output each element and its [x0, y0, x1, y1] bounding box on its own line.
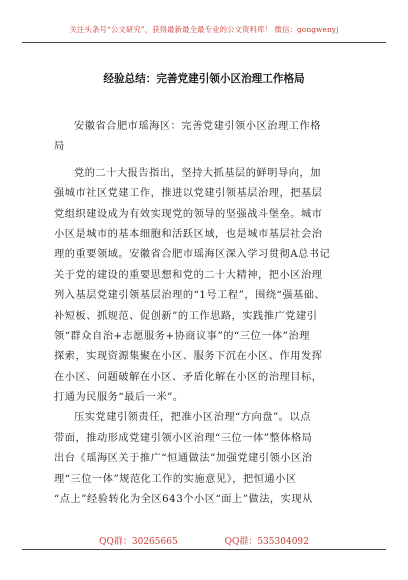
body-line: 强城市社区党建工作，推进以党建引领基层治理，把基层 [54, 188, 323, 200]
body-line: 打通为民服务“最后一米”。 [54, 392, 184, 404]
body-line: 列入基层党建引领基层治理的“1号工程”，围绕“强基础、 [54, 290, 326, 302]
header-note: 关注头条号“公文研究”，获得最新最全最专业的公文资料库！ 微信：gongwenyj [69, 25, 339, 34]
document-body [54, 117, 358, 510]
footer-qq-group-2: QQ群：535304092 [224, 537, 309, 547]
body-line: 带面，推动形成党建引领小区治理“三位一体”整体格局 [54, 432, 313, 444]
header-divider [22, 42, 386, 43]
footer-divider [22, 549, 386, 550]
body-line: 出台《瑶海区关于推广“恒通做法”加强党建引领小区治 [54, 453, 313, 465]
body-line: 安徽省合肥市瑶海区：完善党建引领小区治理工作格 [74, 121, 321, 132]
body-line: 补短板、抓规范、促创新”的工作思路，实践推广党建引 [54, 310, 318, 322]
body-line: 局 [54, 141, 65, 153]
body-line: 党组织建设成为有效实现党的领导的坚强战斗堡垒。城市 [54, 208, 323, 220]
body-line: 关于党的建设的重要思想和党的二十大精神，把小区治理 [54, 269, 323, 281]
body-line: 小区是城市的基本细胞和活跃区域，也是城市基层社会治 [54, 228, 323, 240]
document-title: 经验总结：完善党建引领小区治理工作格局 [103, 73, 305, 85]
body-line: 压实党建引领责任，把准小区治理“方向盘”。以点 [74, 412, 312, 424]
body-line: 探索，实现资源集聚在小区、服务下沉在小区、作用发挥 [54, 351, 323, 363]
body-line: 理的重要领域。安徽省合肥市瑶海区深入学习贯彻A总书记 [54, 249, 331, 261]
body-line: “点上”经验转化为全区643个小区“面上”做法，实现从 [54, 494, 313, 506]
footer [0, 534, 408, 547]
body-line: 理“三位一体”规范化工作的实施意见》，把恒通小区 [54, 473, 297, 485]
body-line: 党的二十大报告指出，坚持大抓基层的鲜明导向，加 [74, 167, 321, 179]
body-line: 在小区、问题破解在小区、矛盾化解在小区的治理目标， [54, 371, 323, 383]
body-line: 领“群众自治+志愿服务+协商议事”的“三位一体”治理 [54, 330, 310, 342]
footer-qq-group-1: QQ群：30265665 [99, 537, 178, 547]
